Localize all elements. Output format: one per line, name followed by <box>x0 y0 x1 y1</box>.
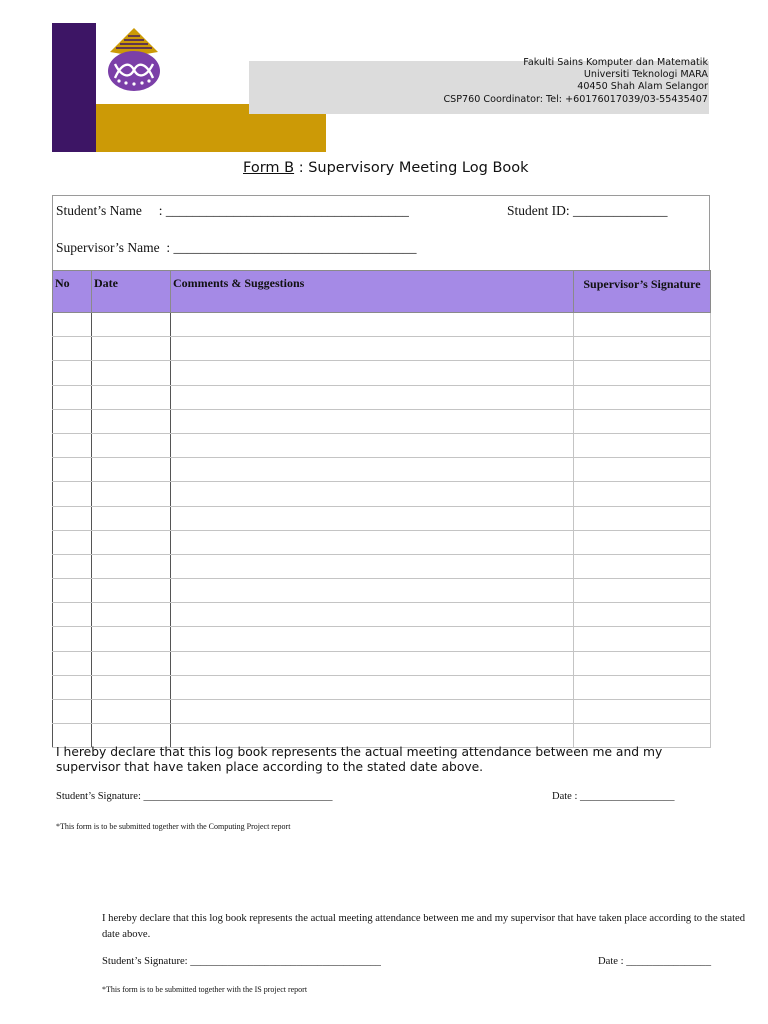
table-cell-no[interactable] <box>53 603 92 627</box>
table-cell-comments[interactable] <box>171 482 574 506</box>
table-row <box>53 409 711 433</box>
table-row <box>53 337 711 361</box>
table-cell-comments[interactable] <box>171 506 574 530</box>
column-header-date: Date <box>92 271 171 313</box>
table-cell-comments[interactable] <box>171 337 574 361</box>
form-title-prefix: Form B <box>243 160 295 176</box>
table-cell-comments[interactable] <box>171 458 574 482</box>
table-cell-no[interactable] <box>53 554 92 578</box>
table-cell-signature[interactable] <box>574 385 711 409</box>
table-cell-comments[interactable] <box>171 313 574 337</box>
table-cell-comments[interactable] <box>171 361 574 385</box>
table-cell-signature[interactable] <box>574 700 711 724</box>
table-header-row <box>53 271 711 313</box>
table-cell-signature[interactable] <box>574 337 711 361</box>
submission-note: *This form is to be submitted together with the Computing Project report <box>56 822 291 831</box>
table-row <box>53 482 711 506</box>
table-cell-date[interactable] <box>92 651 171 675</box>
table-cell-comments[interactable] <box>171 700 574 724</box>
table-cell-comments[interactable] <box>171 433 574 457</box>
uitm-crest-icon <box>106 26 162 92</box>
table-row <box>53 506 711 530</box>
student-info-box <box>52 195 710 271</box>
table-cell-date[interactable] <box>92 433 171 457</box>
table-cell-comments[interactable] <box>171 603 574 627</box>
table-cell-signature[interactable] <box>574 313 711 337</box>
table-row <box>53 579 711 603</box>
table-cell-signature[interactable] <box>574 530 711 554</box>
table-cell-date[interactable] <box>92 385 171 409</box>
table-cell-comments[interactable] <box>171 554 574 578</box>
supervisor-name-field[interactable]: Supervisor’s Name : ____________________________________ <box>56 240 417 255</box>
table-row <box>53 361 711 385</box>
table-cell-comments[interactable] <box>171 675 574 699</box>
submission-note-secondary: *This form is to be submitted together with the IS project report <box>102 985 308 994</box>
column-header-signature: Supervisor’s Signature <box>574 271 711 313</box>
form-title <box>243 159 563 191</box>
table-cell-signature[interactable] <box>574 651 711 675</box>
table-cell-no[interactable] <box>53 337 92 361</box>
table-row <box>53 458 711 482</box>
table-cell-signature[interactable] <box>574 675 711 699</box>
table-cell-date[interactable] <box>92 700 171 724</box>
table-cell-no[interactable] <box>53 651 92 675</box>
form-title-text: : Supervisory Meeting Log Book <box>294 160 529 176</box>
table-cell-signature[interactable] <box>574 409 711 433</box>
table-cell-date[interactable] <box>92 337 171 361</box>
table-cell-signature[interactable] <box>574 603 711 627</box>
date-field-secondary[interactable]: Date : ________________ <box>598 956 711 967</box>
table-cell-date[interactable] <box>92 675 171 699</box>
table-cell-signature[interactable] <box>574 433 711 457</box>
table-body <box>53 313 711 748</box>
table-row <box>53 554 711 578</box>
table-cell-comments[interactable] <box>171 530 574 554</box>
table-row <box>53 700 711 724</box>
table-cell-no[interactable] <box>53 579 92 603</box>
date-field[interactable]: Date : __________________ <box>552 791 675 802</box>
table-cell-comments[interactable] <box>171 579 574 603</box>
student-id-field[interactable]: Student ID: ______________ <box>507 203 668 218</box>
table-cell-no[interactable] <box>53 313 92 337</box>
university-line: Universiti Teknologi MARA <box>583 69 708 81</box>
table-cell-signature[interactable] <box>574 361 711 385</box>
table-cell-no[interactable] <box>53 433 92 457</box>
table-row <box>53 385 711 409</box>
table-cell-date[interactable] <box>92 361 171 385</box>
table-cell-date[interactable] <box>92 482 171 506</box>
table-cell-no[interactable] <box>53 482 92 506</box>
table-cell-comments[interactable] <box>171 627 574 651</box>
table-cell-date[interactable] <box>92 603 171 627</box>
table-cell-date[interactable] <box>92 409 171 433</box>
table-cell-signature[interactable] <box>574 627 711 651</box>
table-cell-no[interactable] <box>53 700 92 724</box>
table-cell-no[interactable] <box>53 409 92 433</box>
table-cell-date[interactable] <box>92 458 171 482</box>
table-cell-no[interactable] <box>53 530 92 554</box>
table-row <box>53 433 711 457</box>
faculty-line: Fakulti Sains Komputer dan Matematik <box>523 57 708 68</box>
table-row <box>53 675 711 699</box>
header-purple-bar <box>52 23 96 152</box>
column-header-comments: Comments & Suggestions <box>171 271 574 313</box>
meeting-log-table <box>52 270 711 748</box>
student-signature-field-secondary[interactable]: Student’s Signature: ____________________________________ <box>102 956 381 967</box>
column-header-no: No <box>53 271 92 313</box>
faculty-info <box>330 57 708 106</box>
declaration-text: I hereby declare that this log book represents the actual meeting attendance between me and my supervisor that have taken place according to the stated date above. <box>56 745 663 774</box>
table-cell-comments[interactable] <box>171 651 574 675</box>
table-cell-date[interactable] <box>92 579 171 603</box>
table-row <box>53 603 711 627</box>
address-line: 40450 Shah Alam Selangor <box>577 81 708 93</box>
table-cell-signature[interactable] <box>574 554 711 578</box>
table-cell-no[interactable] <box>53 458 92 482</box>
table-cell-date[interactable] <box>92 313 171 337</box>
table-row <box>53 313 711 337</box>
table-cell-no[interactable] <box>53 361 92 385</box>
coordinator-line: CSP760 Coordinator: Tel: +60176017039/03-55435407 <box>443 93 708 105</box>
table-cell-date[interactable] <box>92 506 171 530</box>
table-cell-comments[interactable] <box>171 409 574 433</box>
table-cell-no[interactable] <box>53 627 92 651</box>
table-row <box>53 530 711 554</box>
table-row <box>53 651 711 675</box>
table-cell-no[interactable] <box>53 675 92 699</box>
table-cell-no[interactable] <box>53 506 92 530</box>
declaration-text-secondary: I hereby declare that this log book represents the actual meeting attendance between me and my supervisor that have taken place according to the stated date above. <box>102 913 746 940</box>
table-cell-comments[interactable] <box>171 385 574 409</box>
table-cell-date[interactable] <box>92 627 171 651</box>
table-row <box>53 627 711 651</box>
student-name-field[interactable]: Student’s Name : ____________________________________ <box>56 203 409 218</box>
table-cell-signature[interactable] <box>574 458 711 482</box>
table-cell-date[interactable] <box>92 554 171 578</box>
table-cell-no[interactable] <box>53 385 92 409</box>
table-cell-signature[interactable] <box>574 506 711 530</box>
table-cell-signature[interactable] <box>574 579 711 603</box>
table-cell-date[interactable] <box>92 530 171 554</box>
student-signature-field[interactable]: Student’s Signature: ____________________________________ <box>56 791 333 802</box>
table-cell-signature[interactable] <box>574 482 711 506</box>
